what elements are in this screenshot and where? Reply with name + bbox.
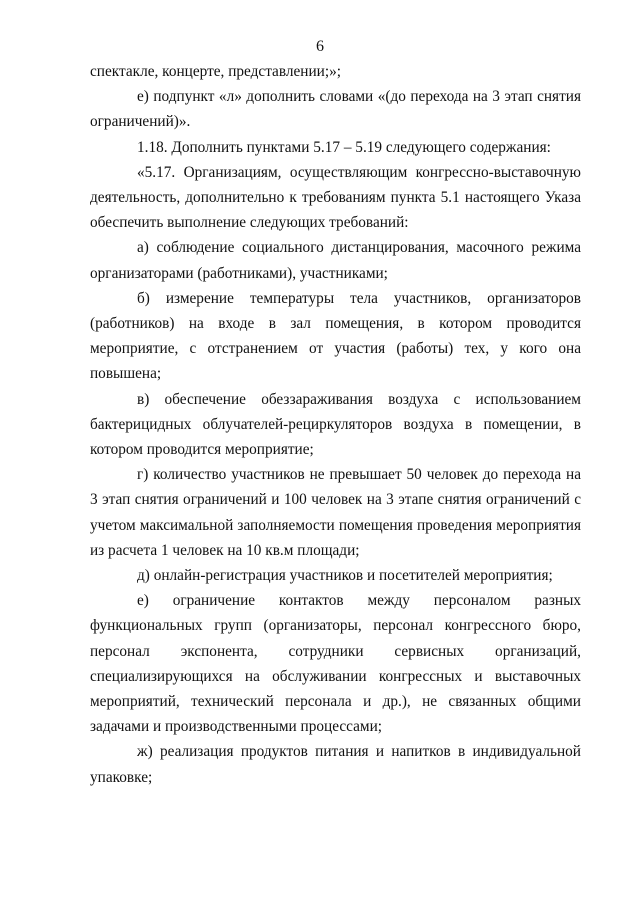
paragraph-subitem-e: е) подпункт «л» дополнить словами «(до перехода на 3 этап снятия ограничений)». bbox=[90, 88, 581, 131]
page-number: 6 bbox=[316, 38, 324, 55]
paragraph-item-b: б) измерение температуры тела участников, организаторов (работников) на входе в зал помещения, в котором проводится мероприятие, с отстранением от участия (работы) тех, у кого она повышена; bbox=[90, 289, 581, 383]
paragraph-item-e: е) ограничение контактов между персоналом разных функциональных групп (организаторы, персонал конгрессного бюро, персонал экспонента, сотрудники сервисных организаций, специализирующихся на обслуживании конгрессных и выставочных мероприятий, технический персонала и др.), не связанных общими задачами и производственными процессами; bbox=[90, 592, 581, 736]
paragraph-5-17: «5.17. Организациям, осуществляющим конгрессно-выставочную деятельность, дополнительно к требованиям пункта 5.1 настоящего Указа обеспечить выполнение следующих требований: bbox=[90, 163, 581, 232]
paragraph-item-a: а) соблюдение социального дистанцирования, масочного режима организаторами (работниками), участниками; bbox=[90, 239, 581, 282]
paragraph-item-d: д) онлайн-регистрация участников и посетителей мероприятия; bbox=[137, 567, 553, 585]
paragraph-item-g: г) количество участников не превышает 50 человек до перехода на 3 этап снятия ограничений и 100 человек на 3 этапе снятия ограничений с учетом максимальной заполняемости помещения проведения мероприятия из расчета 1 человек на 10 кв.м площади; bbox=[90, 466, 581, 559]
document-body bbox=[90, 59, 581, 790]
paragraph-continuation: спектакле, концерте, представлении;»; bbox=[90, 63, 342, 80]
paragraph-1-18: 1.18. Дополнить пунктами 5.17 – 5.19 следующего содержания: bbox=[137, 138, 551, 156]
paragraph-item-v: в) обеспечение обеззараживания воздуха с использованием бактерицидных облучателей-рециркуляторов воздуха в помещении, в котором проводится мероприятие; bbox=[90, 390, 581, 459]
paragraph-item-zh: ж) реализация продуктов питания и напитков в индивидуальной упаковке; bbox=[90, 743, 581, 786]
